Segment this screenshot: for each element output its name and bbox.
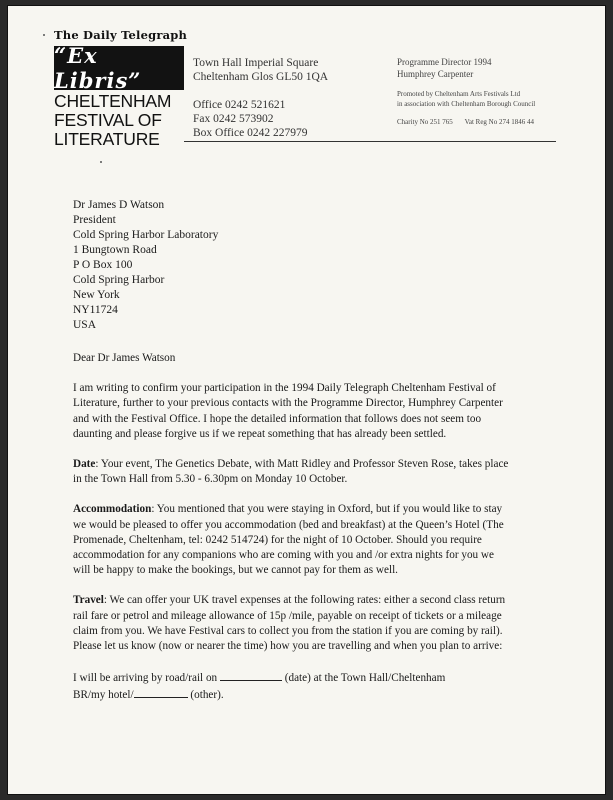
arrival-text: BR/my hotel/ bbox=[73, 689, 134, 702]
address-line: USA bbox=[73, 319, 97, 331]
fax-number: Fax 0242 573902 bbox=[193, 113, 274, 125]
arrival-text: I will be arriving by road/rail on bbox=[73, 672, 218, 685]
ink-speck bbox=[100, 161, 102, 163]
letterhead-divider bbox=[184, 141, 556, 142]
festival-contact-block bbox=[193, 56, 328, 140]
charity-number: Charity No 251 765 bbox=[397, 118, 453, 126]
address-line: Cold Spring Harbor bbox=[73, 274, 165, 286]
accommodation-paragraph bbox=[73, 502, 513, 578]
programme-director-name: Humphrey Carpenter bbox=[397, 69, 474, 79]
address-line: Town Hall Imperial Square bbox=[193, 57, 319, 69]
address-line: Cheltenham Glos GL50 1QA bbox=[193, 71, 329, 83]
organisation-info-block bbox=[397, 56, 535, 128]
arrival-text: (date) at the Town Hall/Cheltenham bbox=[284, 672, 446, 685]
programme-director-title: Programme Director 1994 bbox=[397, 57, 492, 67]
salutation: Dear Dr James Watson bbox=[73, 352, 176, 364]
arrival-text: (other). bbox=[190, 689, 224, 702]
festival-name-line: FESTIVAL OF bbox=[54, 110, 162, 130]
letter-body bbox=[73, 351, 513, 719]
address-line: Dr James D Watson bbox=[73, 199, 165, 211]
festival-name bbox=[54, 92, 184, 149]
travel-paragraph bbox=[73, 593, 513, 654]
arrival-form bbox=[73, 669, 513, 703]
date-text: : Your event, The Genetics Debate, with Matt Ridley and Professor Steven Rose, takes place in the Town Hall from 5.30 - 6.30pm on Monday 10 October. bbox=[73, 458, 509, 486]
address-line: Cold Spring Harbor Laboratory bbox=[73, 229, 219, 241]
arrival-other-blank[interactable] bbox=[134, 686, 188, 698]
address-line: P O Box 100 bbox=[73, 259, 133, 271]
vat-number: Vat Reg No 274 1846 44 bbox=[464, 118, 534, 126]
ink-speck bbox=[43, 34, 45, 36]
office-phone: Office 0242 521621 bbox=[193, 99, 286, 111]
arrival-date-blank[interactable] bbox=[220, 669, 282, 681]
box-office-phone: Box Office 0242 227979 bbox=[193, 127, 308, 139]
travel-label: Travel bbox=[73, 594, 104, 607]
newspaper-name: The Daily Telegraph bbox=[54, 28, 188, 42]
travel-text: : We can offer your UK travel expenses at the following rates: either a second class return rail fare or petrol and mileage allowance of 15p /mile, payable on receipt of tickets or a mileage claim from you. We have Festival cars to collect you from the station if you are coming by rail). Please let us know (now or nearer the time) how you are travelling and when you plan to arrive: bbox=[73, 594, 506, 653]
address-line: President bbox=[73, 214, 116, 226]
festival-name-line: LITERATURE bbox=[54, 129, 160, 149]
ex-libris-logo: “Ex Libris” bbox=[54, 46, 184, 90]
letter-page bbox=[8, 6, 605, 794]
festival-name-line: CHELTENHAM bbox=[54, 91, 172, 111]
intro-paragraph: I am writing to confirm your participation in the 1994 Daily Telegraph Cheltenham Festival of Literature, further to your previous contacts with the Programme Director, Humphrey Carpenter and with the Festival Office. I hope the detailed information that follows does not seem too daunting and please forgive us if we repeat something that has already been settled. bbox=[73, 382, 503, 440]
association-note: in association with Cheltenham Borough Council bbox=[397, 100, 536, 108]
address-line: NY11724 bbox=[73, 304, 118, 316]
promoted-by: Promoted by Cheltenham Arts Festivals Ltd bbox=[397, 90, 521, 98]
date-paragraph bbox=[73, 457, 513, 487]
registration-numbers bbox=[397, 116, 535, 128]
address-line: 1 Bungtown Road bbox=[73, 244, 157, 256]
date-label: Date bbox=[73, 458, 96, 471]
recipient-address bbox=[73, 198, 218, 333]
festival-logo-block bbox=[54, 28, 188, 149]
accommodation-label: Accommodation bbox=[73, 503, 152, 516]
accommodation-text: : You mentioned that you were staying in Oxford, but if you would like to stay we would be pleased to offer you accommodation (bed and breakfast) at the Queen’s Hotel (The Promenade, Cheltenham, tel: 0242 514724) for the night of 10 October. Should you require accommodation for any companions who are coming with you and /or extra nights for you we will be happy to make the bookings, but we cannot pay for them as well. bbox=[73, 503, 504, 577]
address-line: New York bbox=[73, 289, 120, 301]
